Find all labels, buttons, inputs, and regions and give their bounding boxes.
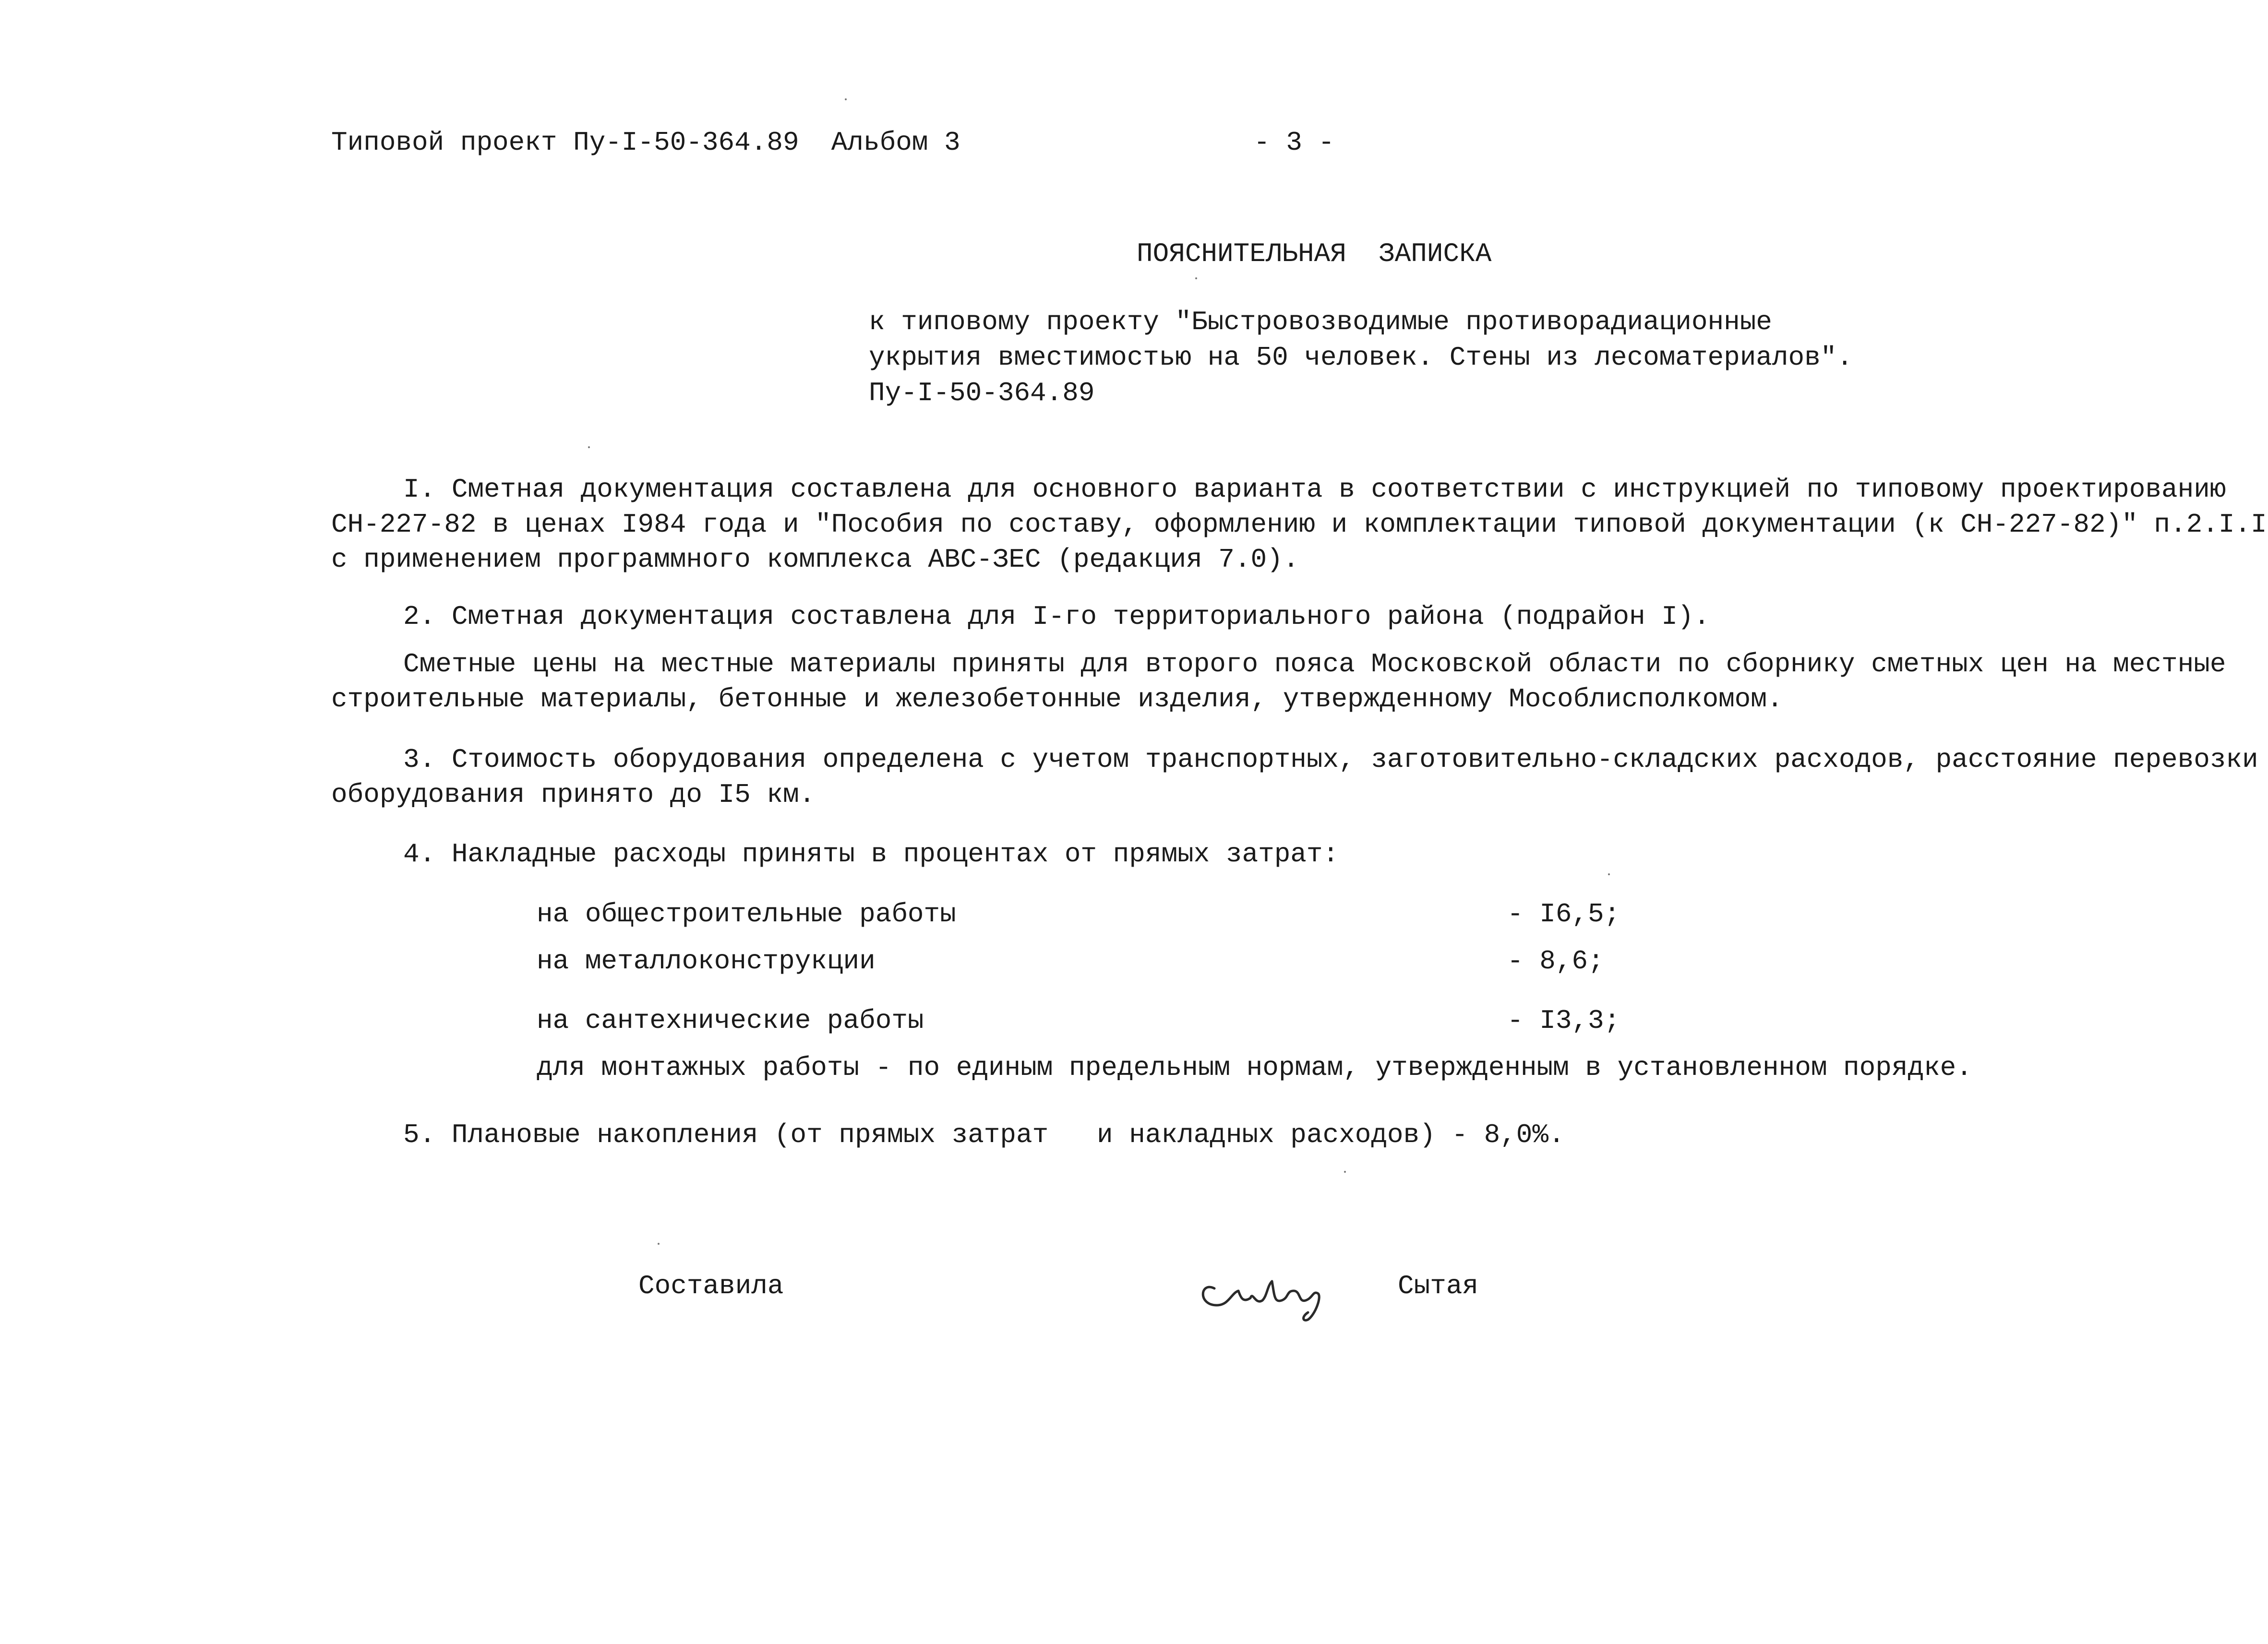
section-2-cont-line: строительные материалы, бетонные и железобетонные изделия, утвержденному Мособлисполкомом. (331, 684, 1783, 715)
scan-speck (658, 1243, 660, 1245)
section-2-cont-line: Сметные цены на местные материалы приняты для второго пояса Московской области по сборнику сметных цен на местные (403, 649, 2226, 679)
signature-image (1195, 1252, 1334, 1324)
section-3-line: оборудования принято до I5 км. (331, 779, 816, 810)
subtitle-line: Пу-I-50-364.89 (869, 378, 1095, 408)
document-title: ПОЯСНИТЕЛЬНАЯ ЗАПИСКА (1137, 238, 1492, 269)
scan-speck (588, 446, 590, 448)
signoff-name: Сытая (1398, 1271, 1479, 1301)
section-1-line: I. Сметная документация составлена для основного варианта в соответствии с инструкцией по типовому проектированию (403, 474, 2226, 505)
subtitle-line: к типовому проекту "Быстровозводимые противорадиационные (869, 307, 1772, 337)
section-1-line: с применением программного комплекса АВС-ЗЕС (редакция 7.0). (331, 544, 1299, 575)
subtitle-line: укрытия вместимостью на 50 человек. Стены из лесоматериалов". (869, 342, 1853, 373)
section-3-line: 3. Стоимость оборудования определена с учетом транспортных, заготовительно-складских расходов, расстояние перевозки (403, 744, 2258, 775)
section-5: 5. Плановые накопления (от прямых затрат и накладных расходов) - 8,0%. (403, 1120, 1565, 1150)
rate-value: - I6,5; (1507, 899, 1620, 929)
rate-label: на общестроительные работы (537, 899, 956, 929)
page-number: - 3 - (1254, 127, 1335, 158)
rate-label: на металлоконструкции (537, 946, 876, 977)
section-1-line: СН-227-82 в ценах I984 года и "Пособия по составу, оформлению и комплектации типовой документации (к СН-227-82)" п.2.I.I (331, 509, 2267, 540)
rate-value: - 8,6; (1507, 946, 1604, 977)
scan-speck (845, 98, 847, 100)
rate-value: - I3,3; (1507, 1005, 1620, 1036)
section-4-note: для монтажных работы - по единым предельным нормам, утвержденным в установленном порядке. (537, 1052, 1972, 1083)
scan-speck (1608, 873, 1610, 875)
header-project: Типовой проект Пу-I-50-364.89 Альбом 3 (331, 127, 960, 158)
section-4: 4. Накладные расходы приняты в процентах от прямых затрат: (403, 839, 1339, 870)
scan-speck (1344, 1171, 1346, 1173)
signoff-label: Составила (638, 1271, 784, 1301)
rate-label: на сантехнические работы (537, 1005, 924, 1036)
section-2: 2. Сметная документация составлена для I-го территориального района (подрайон I). (403, 601, 1710, 632)
scan-speck (1195, 277, 1197, 279)
